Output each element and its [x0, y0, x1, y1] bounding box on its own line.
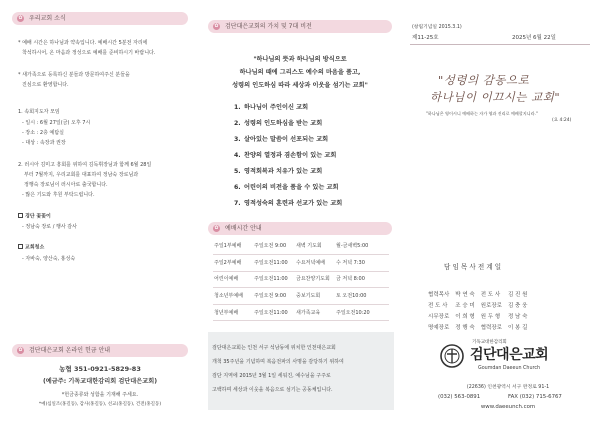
- middle-column: [200, 0, 400, 424]
- vision-banner-label: 검단대은교회의 가치 및 7대 비전: [225, 23, 312, 30]
- service-time: 주일오전 9:00: [253, 238, 295, 255]
- news-line: 착석하시어, 온 마음과 정성으로 예배를 준비하시기 바랍니다.: [22, 50, 156, 56]
- item-detail: - 장소 : 2층 예탐실: [22, 130, 65, 136]
- flower-icon: ✿: [18, 15, 23, 21]
- online-offering-label: 검단대은교회 온라인 헌금 안내: [29, 347, 111, 354]
- table-row: [213, 271, 389, 288]
- intro-line: 검단 지역에 2015년 3월 1일 세워진, 예수님을 구주로: [212, 373, 331, 379]
- item-detail: 부터 7월까지, 우리교회를 대표하여 정남숙 장로님과: [24, 172, 139, 178]
- intro-line: 검단대은교회는 인천 서구 석남동에 위치한 인천대은교회: [212, 345, 336, 351]
- staff-row: [428, 290, 533, 301]
- service-time: 주일오전11:00: [253, 304, 295, 321]
- item-heading: 2. 러시아 김미고 흥회를 위하여 김독휘장님과 함께 6월 28일: [18, 162, 152, 168]
- news-line: * 새가족으로 등록하신 분들과 방문하여주신 분들을: [18, 72, 130, 78]
- bulletin-date: 2025년 6월 22일: [512, 35, 556, 41]
- table-row: [213, 255, 389, 272]
- church-address: (22636) 인천광역시 서구 완정로 91-1: [466, 385, 550, 390]
- account-holder: (예금주: 기독교대한감리회 검단대은교회): [42, 378, 158, 385]
- staff-row: [428, 312, 533, 323]
- staff-role: 협력장로: [480, 324, 502, 331]
- staff-role: 전 도 사: [428, 303, 448, 310]
- item-heading: 1. 속회지도자 모임: [18, 109, 60, 115]
- service-name: 수요저녁예배: [295, 255, 335, 272]
- staff-role: 원로장로: [480, 303, 502, 310]
- vision-statement-line: 성령의 인도하심 따라 세상과 이웃을 섬기는 교회": [232, 82, 368, 89]
- service-time: 주일오전10:20: [335, 304, 389, 321]
- staff-role: 원 두 형: [480, 313, 501, 320]
- service-times-label: 예배시간 안내: [225, 225, 262, 232]
- scripture-verse: "하나님은 영이시니 예배하는 자가 영과 진리로 예배할지니라.": [426, 111, 538, 116]
- vision-item: 6. 어린이의 비전을 품을 수 있는 교회: [234, 184, 339, 191]
- issue-number: 제11-25호: [412, 35, 439, 41]
- intro-line: 고백하며 세상과 이웃을 복음으로 섬기는 공동체입니다.: [212, 387, 333, 393]
- left-column: [0, 0, 200, 424]
- vision-statement-line: 하나님의 때에 그리스도 예수의 마음을 품고,: [239, 69, 361, 76]
- staff-role: 명예장로: [428, 324, 450, 331]
- church-name-english: Goumdan Daeeun Church: [478, 366, 541, 371]
- service-time: 월-금새벽5:00: [335, 238, 389, 255]
- service-time: 수 저녁 7:30: [335, 255, 389, 272]
- news-line: 진심으로 환영합니다.: [22, 82, 69, 88]
- church-emblem-icon: [440, 344, 464, 368]
- service-name: 금요찬양기도회: [295, 271, 335, 288]
- item-detail: 정행숙 장로님이 러시아로 출국합니다.: [24, 182, 108, 188]
- staff-name: 정 행 숙: [455, 324, 475, 331]
- item-detail: - 대상 : 속장과 권장: [22, 140, 66, 146]
- offering-example: *예)십일조(홍길동), 감사(홍길동), 선교(홍길동), 건전(홍길동): [38, 402, 162, 407]
- church-logo-block: [428, 336, 588, 380]
- cleaning-line: - 자바숙, 양산숙, 홍성숙: [22, 256, 76, 262]
- service-times-table: [213, 238, 389, 321]
- table-row: [213, 288, 389, 305]
- service-name: 새벽 기도회: [295, 238, 335, 255]
- vision-banner: [208, 20, 392, 33]
- online-offering-banner: [12, 344, 188, 357]
- item-detail: - 일시 : 6월 27일(금) 오후 7시: [22, 120, 91, 126]
- staff-role: 전 도 사: [480, 292, 501, 299]
- vision-item: 4. 찬양의 열정과 겸손함이 있는 교회: [234, 152, 337, 159]
- intro-line: 개척 35주년을 기념하며 복음전파의 사명을 감당하기 위하여: [212, 359, 344, 365]
- news-line: * 예배 시간은 하나님과 약속입니다. 예배시간 5분전 자리에: [18, 40, 148, 46]
- staff-name: 김 충 웅: [507, 303, 528, 310]
- staff-name: 조 승 미: [455, 303, 475, 310]
- staff-name: 박 연 숙: [455, 292, 475, 299]
- flower-icon: ✿: [18, 347, 23, 353]
- service-name: 주일2부예배: [213, 255, 253, 272]
- vision-statement-line: "하나님의 뜻과 하나님의 방식으로: [253, 56, 347, 63]
- service-name: 새가족교육: [295, 304, 335, 321]
- table-row: [213, 238, 389, 255]
- checkbox-icon: [18, 244, 23, 249]
- vision-item: 7. 영적성숙의 훈련과 선교가 있는 교회: [234, 200, 343, 207]
- theme-line-1: "성령의 감동으로: [438, 73, 530, 87]
- item-detail: - 많은 기도와 후원 부탁드립니다.: [22, 192, 95, 198]
- vision-item: 3. 살아있는 말씀이 선포되는 교회: [234, 136, 329, 143]
- flower-icon: ✿: [214, 225, 219, 231]
- news-banner-label: 우리교회 소식: [29, 15, 66, 22]
- service-name: 어린이예배: [213, 271, 253, 288]
- offering-note: *헌금종류와 성함을 기재해 주세요.: [61, 392, 139, 398]
- church-website: www.daeeunch.com: [480, 404, 536, 410]
- bank-account: 농협 351-0921-5829-83: [59, 365, 141, 373]
- flower-duty-line: - 정남숙 장로 / 행사 감사: [22, 224, 77, 230]
- staff-role: 시무장로: [428, 313, 450, 320]
- denomination: 기독교대한감리회: [472, 340, 507, 345]
- scripture-reference: (요 4:24): [552, 118, 572, 123]
- news-banner: [12, 12, 188, 25]
- church-fax: FAX (032) 715-6767: [508, 394, 562, 400]
- church-intro-box: [208, 332, 394, 410]
- service-name: 청소년부예배: [213, 288, 253, 305]
- header-divider: [410, 44, 590, 45]
- staff-row: [428, 322, 533, 333]
- flower-duty-heading: 경단 꽃꽂이: [18, 213, 51, 220]
- service-times-banner: [208, 222, 392, 235]
- service-time: 주일오전11:00: [253, 255, 295, 272]
- flower-icon: ✿: [214, 23, 219, 29]
- service-name: 주일1부예배: [213, 238, 253, 255]
- staff-name: 이 봉 길: [507, 324, 528, 331]
- theme-line-2: 하나님이 이끄시는 교회": [430, 90, 561, 104]
- staff-name: 정 남 숙: [507, 313, 528, 320]
- service-time: 주일오전 9:00: [253, 288, 295, 305]
- vision-item: 1. 하나님이 주인이신 교회: [234, 104, 309, 111]
- church-phone: (032) 563-0891: [438, 394, 481, 400]
- staff-role: 협력목사: [428, 292, 450, 299]
- church-name: 검단대은교회: [470, 347, 549, 363]
- staff-name: 이 희 형: [455, 313, 475, 320]
- service-time: 금 저녁 8:00: [335, 271, 389, 288]
- service-name: 중보기도회: [295, 288, 335, 305]
- senior-pastor: 담 임 목 사 전 계 일: [444, 263, 502, 271]
- service-time: 토 오전10:00: [335, 288, 389, 305]
- founding-date: (창립기념일 2015.3.1): [412, 25, 462, 30]
- vision-item: 2. 성령의 인도하심을 받는 교회: [234, 120, 323, 127]
- service-name: 청년부예배: [213, 304, 253, 321]
- table-row: [213, 304, 389, 321]
- service-time: 주일오전11:00: [253, 271, 295, 288]
- staff-list: [428, 290, 533, 333]
- checkbox-icon: [18, 213, 23, 218]
- vision-item: 5. 영적회복과 치유가 있는 교회: [234, 168, 323, 175]
- cleaning-heading: 교회청소: [18, 244, 44, 251]
- staff-name: 김 진 원: [507, 292, 528, 299]
- staff-row: [428, 301, 533, 312]
